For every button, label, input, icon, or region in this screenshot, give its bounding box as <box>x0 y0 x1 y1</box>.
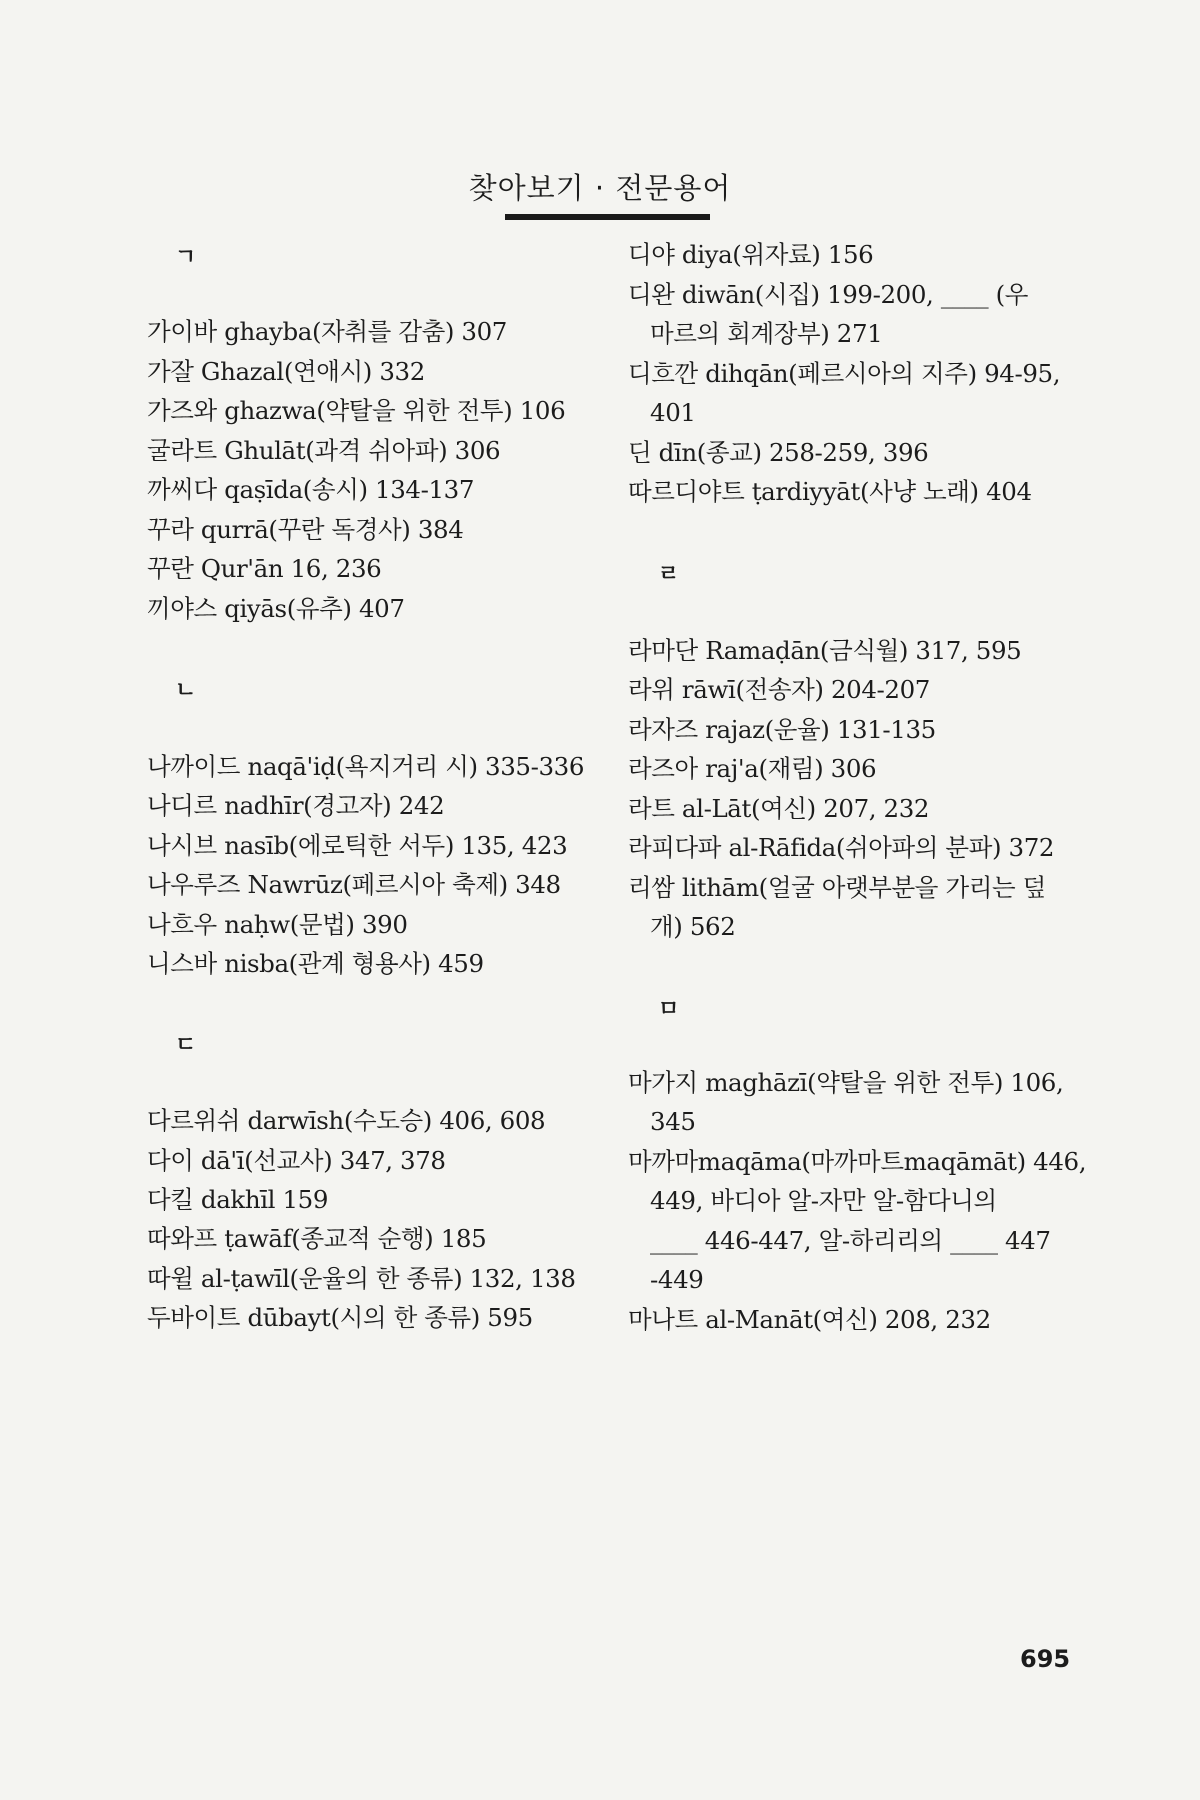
section-heading-digeut: ㄷ <box>175 1033 197 1058</box>
index-entry: 라마단 Ramaḍān(금식월) 317, 595 <box>628 636 1022 665</box>
index-entry: 따윌 al-ṭawīl(운율의 한 종류) 132, 138 <box>147 1264 576 1293</box>
index-entry: 따와프 ṭawāf(종교적 순행) 185 <box>147 1224 487 1253</box>
index-entry: 다르위쉬 darwīsh(수도승) 406, 608 <box>147 1106 546 1135</box>
index-entry-continuation: 개) 562 <box>650 912 736 941</box>
index-entry-continuation: 마르의 회계장부) 271 <box>650 319 883 348</box>
index-entry: 다이 dā'ī(선교사) 347, 378 <box>147 1146 446 1175</box>
index-entry: 나우루즈 Nawrūz(페르시아 축제) 348 <box>147 870 561 899</box>
index-entry-continuation: 345 <box>650 1107 696 1136</box>
index-entry: 디흐깐 dihqān(페르시아의 지주) 94-95, <box>628 359 1061 388</box>
index-entry-continuation: ____ 446-447, 알-하리리의 ____ 447 <box>650 1226 1051 1255</box>
index-entry: 따르디야트 ṭardiyyāt(사냥 노래) 404 <box>628 477 1032 506</box>
index-entry: 마가지 maghāzī(약탈을 위한 전투) 106, <box>628 1068 1064 1097</box>
index-entry: 굴라트 Ghulāt(과격 쉬아파) 306 <box>147 436 501 465</box>
index-entry: 디완 diwān(시집) 199-200, ____ (우 <box>628 280 1029 309</box>
index-entry-continuation: 401 <box>650 398 696 427</box>
index-entry: 마까마maqāma(마까마트maqāmāt) 446, <box>628 1147 1087 1176</box>
section-heading-giyeok: ㄱ <box>175 245 197 270</box>
section-heading-rieul: ㄹ <box>658 562 680 587</box>
index-entry: 딘 dīn(종교) 258-259, 396 <box>628 438 929 467</box>
index-entry: 라위 rāwī(전송자) 204-207 <box>628 675 930 704</box>
title-underline <box>505 214 710 220</box>
index-entry: 나시브 nasīb(에로틱한 서두) 135, 423 <box>147 831 568 860</box>
section-heading-mieum: ㅁ <box>658 997 680 1022</box>
index-entry: 라트 al-Lāt(여신) 207, 232 <box>628 794 930 823</box>
index-entry: 나흐우 naḥw(문법) 390 <box>147 910 408 939</box>
index-entry: 가이바 ghayba(자취를 감춤) 307 <box>147 317 507 346</box>
index-entry: 라자즈 rajaz(운율) 131-135 <box>628 715 936 744</box>
page-title: 찾아보기 · 전문용어 <box>468 171 732 205</box>
index-entry: 다킬 dakhīl 159 <box>147 1185 329 1214</box>
index-entry-continuation: 449, 바디아 알-자만 알-함다니의 <box>650 1186 997 1215</box>
index-entry: 끼야스 qiyās(유추) 407 <box>147 594 405 623</box>
index-entry: 마나트 al-Manāt(여신) 208, 232 <box>628 1305 991 1334</box>
index-entry: 디야 diya(위자료) 156 <box>628 240 874 269</box>
page-number: 695 <box>1020 1645 1071 1673</box>
index-entry: 까씨다 qaṣīda(송시) 134-137 <box>147 475 475 504</box>
index-entry: 가즈와 ghazwa(약탈을 위한 전투) 106 <box>147 396 566 425</box>
index-entry: 니스바 nisba(관계 형용사) 459 <box>147 949 484 978</box>
index-entry: 라피다파 al-Rāfida(쉬아파의 분파) 372 <box>628 833 1055 862</box>
index-entry: 나까이드 naqā'iḍ(욕지거리 시) 335-336 <box>147 752 585 781</box>
section-heading-nieun: ㄴ <box>175 678 197 703</box>
index-entry: 꾸란 Qur'ān 16, 236 <box>147 554 382 583</box>
index-entry: 두바이트 dūbayt(시의 한 종류) 595 <box>147 1303 533 1332</box>
index-entry-continuation: -449 <box>650 1265 704 1294</box>
index-entry: 라즈아 raj'a(재림) 306 <box>628 754 877 783</box>
index-entry: 가잘 Ghazal(연애시) 332 <box>147 357 425 386</box>
index-entry: 나디르 nadhīr(경고자) 242 <box>147 791 445 820</box>
index-entry: 리쌈 lithām(얼굴 아랫부분을 가리는 덮 <box>628 873 1046 902</box>
index-entry: 꾸라 qurrā(꾸란 독경사) 384 <box>147 515 464 544</box>
